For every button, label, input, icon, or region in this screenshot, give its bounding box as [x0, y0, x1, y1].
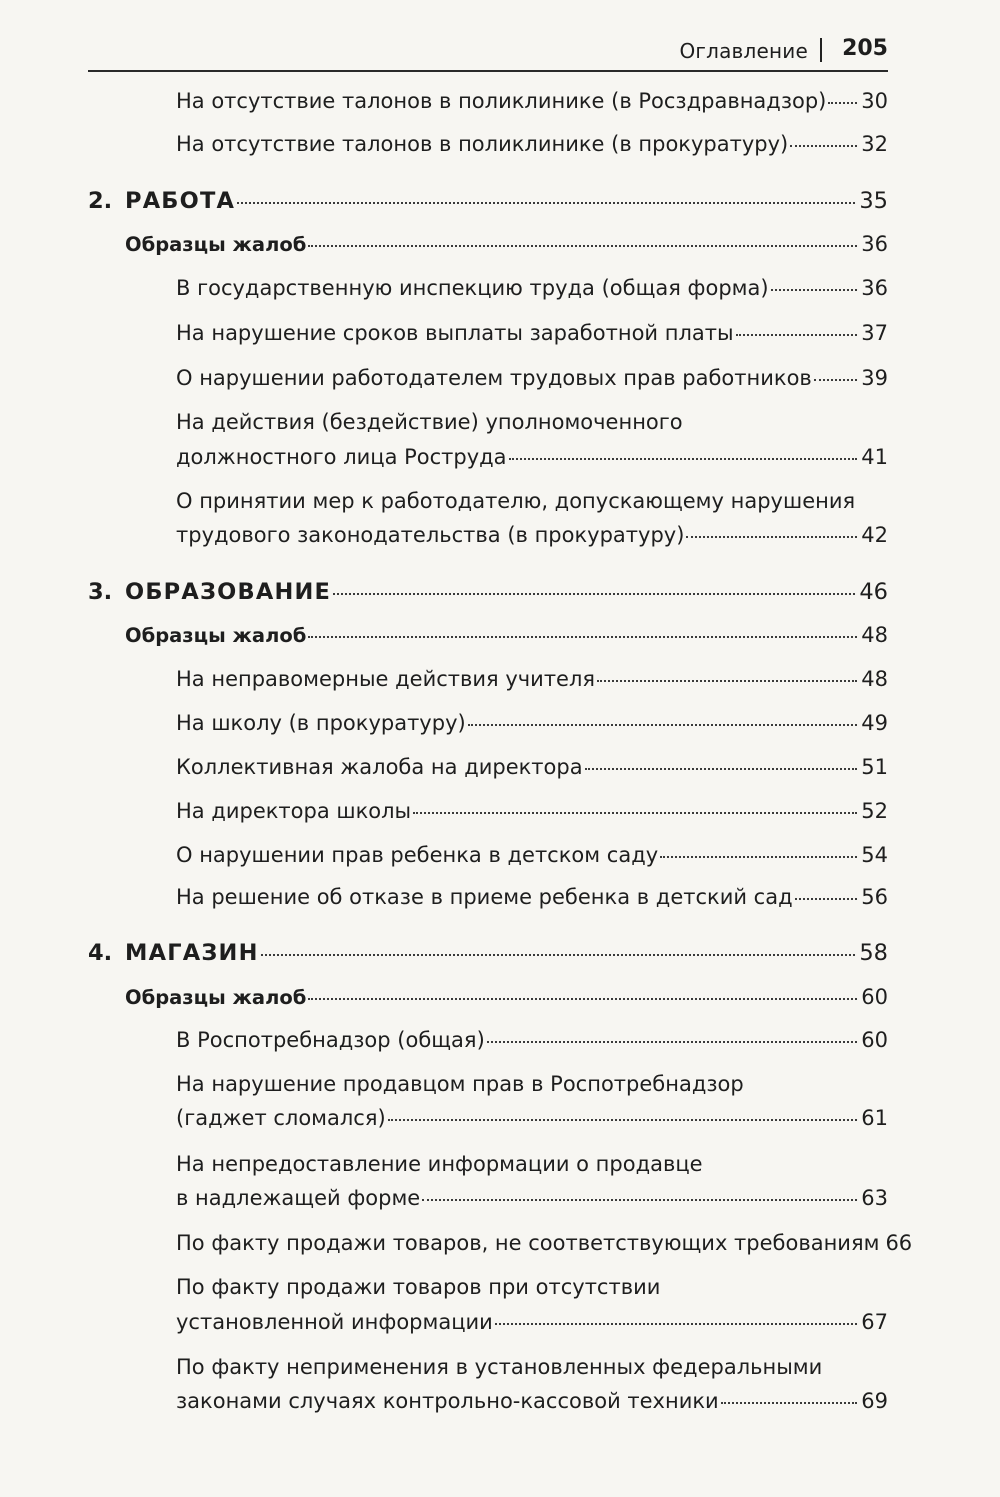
toc-section[interactable] — [125, 231, 888, 258]
toc-entry-page: 30 — [861, 89, 888, 113]
toc-entry[interactable] — [176, 522, 888, 548]
dot-leader — [388, 1119, 858, 1121]
toc-entry[interactable] — [176, 884, 888, 910]
chapter-number: 4. — [88, 940, 113, 966]
dot-leader — [487, 1041, 858, 1043]
toc-entry[interactable] — [176, 1185, 888, 1211]
toc-entry-title: В Роспотребнадзор (общая) — [176, 1028, 485, 1052]
toc-entry-page: 61 — [861, 1106, 888, 1130]
toc-entry-title: На отсутствие талонов в поликлинике (в прокуратуру) — [176, 132, 789, 156]
toc-entry[interactable] — [176, 1388, 888, 1414]
toc-entry[interactable] — [176, 131, 888, 157]
dot-leader — [597, 680, 857, 682]
chapter-number: 3. — [88, 579, 113, 605]
toc-entry[interactable] — [176, 320, 888, 346]
dot-leader — [413, 812, 857, 814]
dot-leader — [790, 145, 857, 147]
toc-entry-line1[interactable]: По факту неприменения в установленных федеральными — [176, 1355, 823, 1379]
dot-leader — [509, 458, 858, 460]
toc-entry-line1[interactable]: О принятии мер к работодателю, допускающему нарушения — [176, 489, 856, 513]
toc-entry-title: На отсутствие талонов в поликлинике (в Росздравнадзор) — [176, 89, 827, 113]
toc-entry-title: должностного лица Роструда — [176, 445, 507, 469]
toc-entry-title: На неправомерные действия учителя — [176, 667, 596, 691]
toc-entry-title: трудового законодательства (в прокуратуру) — [176, 523, 685, 547]
toc-entry-page: 54 — [861, 843, 888, 867]
page-number: 205 — [842, 36, 888, 61]
toc-entry-title: В государственную инспекцию труда (общая форма) — [176, 276, 769, 300]
dot-leader — [660, 856, 857, 858]
toc-entry-page: 49 — [861, 711, 888, 735]
page-header — [88, 30, 888, 72]
toc-entry-title: установленной информации — [176, 1310, 493, 1334]
chapter-page: 46 — [859, 579, 888, 605]
toc-entry-page: 67 — [861, 1310, 888, 1334]
toc-entry[interactable] — [176, 365, 888, 391]
toc-entry-page: 37 — [861, 321, 888, 345]
toc-entry-title: (гаджет сломался) — [176, 1106, 386, 1130]
toc-entry[interactable] — [176, 798, 888, 824]
dot-leader — [686, 536, 857, 538]
toc-entry-title: На решение об отказе в приеме ребенка в детский сад — [176, 885, 793, 909]
dot-leader — [828, 102, 857, 104]
chapter-title: ОБРАЗОВАНИЕ — [125, 579, 332, 605]
dot-leader — [771, 289, 858, 291]
dot-leader — [422, 1199, 857, 1201]
toc-entry[interactable] — [176, 1309, 888, 1335]
toc-chapter[interactable] — [88, 188, 888, 214]
toc-entry-page: 52 — [861, 799, 888, 823]
section-title: Образцы жалоб — [125, 233, 307, 256]
toc-entry[interactable] — [176, 666, 888, 692]
dot-leader — [795, 898, 858, 900]
toc-entry-page: 63 — [861, 1186, 888, 1210]
dot-leader — [585, 768, 858, 770]
dot-leader — [308, 636, 857, 638]
dot-leader — [308, 245, 857, 247]
toc-entry-title: На нарушение сроков выплаты заработной платы — [176, 321, 734, 345]
toc-entry-page: 51 — [861, 755, 888, 779]
toc-entry-page: 42 — [861, 523, 888, 547]
dot-leader — [468, 724, 858, 726]
toc-entry-page: 32 — [861, 132, 888, 156]
section-page: 36 — [861, 232, 888, 256]
toc-entry-title: На директора школы — [176, 799, 412, 823]
section-title: Образцы жалоб — [125, 986, 307, 1009]
toc-entry[interactable] — [176, 842, 888, 868]
toc-entry[interactable] — [176, 754, 888, 780]
dot-leader — [237, 202, 855, 204]
toc-entry-line1[interactable]: На непредоставление информации о продавце — [176, 1152, 703, 1176]
chapter-number: 2. — [88, 188, 113, 214]
dot-leader — [308, 998, 857, 1000]
running-header-title: Оглавление — [679, 39, 808, 63]
dot-leader — [333, 593, 855, 595]
toc-entry-title: Коллективная жалоба на директора — [176, 755, 583, 779]
toc-entry[interactable] — [176, 1105, 888, 1131]
toc-section[interactable] — [125, 984, 888, 1011]
toc-entry-page: 60 — [861, 1028, 888, 1052]
section-page: 48 — [861, 623, 888, 647]
toc-entry[interactable] — [176, 275, 888, 301]
toc-entry-page: 41 — [861, 445, 888, 469]
dot-leader — [495, 1323, 857, 1325]
section-page: 60 — [861, 985, 888, 1009]
toc-entry-line1[interactable]: По факту продажи товаров при отсутствии — [176, 1275, 661, 1299]
toc-entry[interactable] — [176, 444, 888, 470]
toc-entry-title: По факту продажи товаров, не соответствующих требованиям — [176, 1231, 880, 1255]
toc-entry-page: 56 — [861, 885, 888, 909]
toc-chapter[interactable] — [88, 940, 888, 966]
toc-entry[interactable] — [176, 1230, 913, 1256]
dot-leader — [261, 954, 856, 956]
chapter-page: 58 — [859, 940, 888, 966]
section-title: Образцы жалоб — [125, 624, 307, 647]
toc-entry-title: законами случаях контрольно-кассовой техники — [176, 1389, 719, 1413]
header-separator — [820, 38, 822, 62]
toc-entry-line1[interactable]: На действия (бездействие) уполномоченного — [176, 410, 683, 434]
toc-entry-title: О нарушении работодателем трудовых прав работников — [176, 366, 812, 390]
toc-entry-page: 69 — [861, 1389, 888, 1413]
toc-entry-page: 36 — [861, 276, 888, 300]
dot-leader — [814, 379, 857, 381]
toc-entry-page: 48 — [861, 667, 888, 691]
toc-entry-title: в надлежащей форме — [176, 1186, 421, 1210]
toc-entry-title: На школу (в прокуратуру) — [176, 711, 466, 735]
toc-chapter[interactable] — [88, 579, 888, 605]
chapter-title: РАБОТА — [125, 188, 236, 214]
toc-entry[interactable] — [176, 1027, 888, 1053]
dot-leader — [736, 334, 858, 336]
toc-section[interactable] — [125, 622, 888, 649]
toc-entry[interactable] — [176, 710, 888, 736]
chapter-page: 35 — [859, 188, 888, 214]
toc-entry-line1[interactable]: На нарушение продавцом прав в Роспотребнадзор — [176, 1072, 744, 1096]
chapter-title: МАГАЗИН — [125, 940, 259, 966]
toc-entry-page: 39 — [861, 366, 888, 390]
toc-entry-page: 66 — [885, 1231, 913, 1255]
toc-entry-title: О нарушении прав ребенка в детском саду — [176, 843, 659, 867]
dot-leader — [721, 1402, 858, 1404]
toc-entry[interactable] — [176, 88, 888, 114]
